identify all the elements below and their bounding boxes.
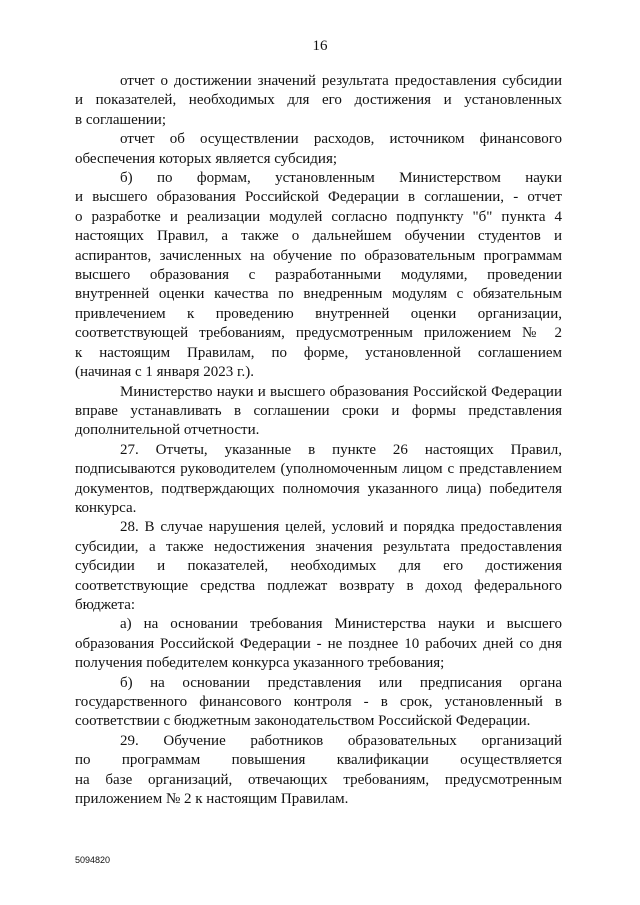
paragraph (75, 169, 562, 382)
text-line: и показателей, необходимых для его достижения и установленных (75, 92, 562, 109)
paragraph (75, 518, 562, 615)
text-line: вправе устанавливать в соглашении сроки и формы представления (75, 402, 562, 419)
text-line: б) на основании представления или предписания органа (120, 674, 562, 691)
text-line: документов, подтверждающих полномочия указанного лица) победителя (75, 480, 562, 497)
text-line: аспирантов, зачисленных на обучение по образовательным программам (75, 247, 562, 264)
text-line: образования Российской Федерации - не позднее 10 рабочих дней со дня (75, 635, 562, 652)
text-line: 28. В случае нарушения целей, условий и порядка предоставления (120, 519, 562, 536)
text-line: обеспечения которых является субсидия; (75, 150, 338, 167)
text-line: субсидии, а также недостижения значения результата предоставления (75, 538, 562, 555)
text-line: высшего образования с разработанными модулями, проведении (75, 267, 562, 284)
text-line: соответствующей требованиям, предусмотренным приложением № 2 (75, 325, 562, 342)
paragraph (75, 615, 562, 673)
text-line: о разработке и реализации модулей согласно подпункту "б" пункта 4 (75, 208, 562, 225)
page-number: 16 (312, 38, 328, 54)
text-line: получения победителем конкурса указанного требования; (75, 655, 445, 672)
paragraph (75, 732, 562, 810)
document-body (75, 72, 562, 809)
text-line: отчет о достижении значений результата предоставления субсидии (120, 73, 562, 89)
text-line: соответствии с бюджетным законодательством Российской Федерации. (75, 713, 531, 730)
text-line: 29. Обучение работников образовательных организаций (120, 732, 562, 749)
paragraph (75, 674, 562, 732)
paragraph (75, 72, 562, 130)
text-line: настоящих Правил, а также о дальнейшем обучении студентов и (75, 228, 562, 245)
text-line: конкурса. (75, 499, 137, 516)
text-line: и высшего образования Российской Федерации в соглашении, - отчет (75, 189, 562, 206)
text-line: по программам повышения квалификации осуществляется (75, 752, 562, 769)
text-line: 27. Отчеты, указанные в пункте 26 настоящих Правил, (120, 441, 562, 458)
text-line: б) по формам, установленным Министерством науки (120, 170, 562, 187)
text-line: подписываются руководителем (уполномоченным лицом с представлением (75, 461, 562, 478)
text-line: а) на основании требования Министерства науки и высшего (120, 616, 562, 633)
paragraph (75, 383, 562, 441)
text-line: Министерство науки и высшего образования Российской Федерации (120, 383, 562, 400)
paragraph (75, 130, 562, 169)
text-line: приложением № 2 к настоящим Правилам. (75, 791, 349, 808)
paragraph (75, 441, 562, 519)
text-line: внутренней оценки качества по внедренным модулям с обязательным (75, 286, 562, 303)
text-line: в соглашении; (75, 111, 166, 128)
text-line: привлечением к проведению внутренней оценки организации, (75, 305, 562, 322)
text-line: на базе организаций, отвечающих требованиям, предусмотренным (75, 771, 562, 788)
text-line: соответствующие средства подлежат возврату в доход федерального (75, 577, 562, 594)
text-line: субсидии и показателей, необходимых для его достижения (75, 558, 562, 575)
document-code: 5094820 (75, 855, 111, 865)
text-line: к настоящим Правилам, по форме, установленной соглашением (75, 344, 562, 361)
text-line: дополнительной отчетности. (75, 422, 260, 439)
text-line: государственного финансового контроля - в срок, установленный в (75, 694, 562, 710)
text-line: отчет об осуществлении расходов, источником финансового (120, 131, 562, 148)
text-line: (начиная с 1 января 2023 г.). (75, 364, 254, 381)
text-line: бюджета: (75, 596, 136, 613)
